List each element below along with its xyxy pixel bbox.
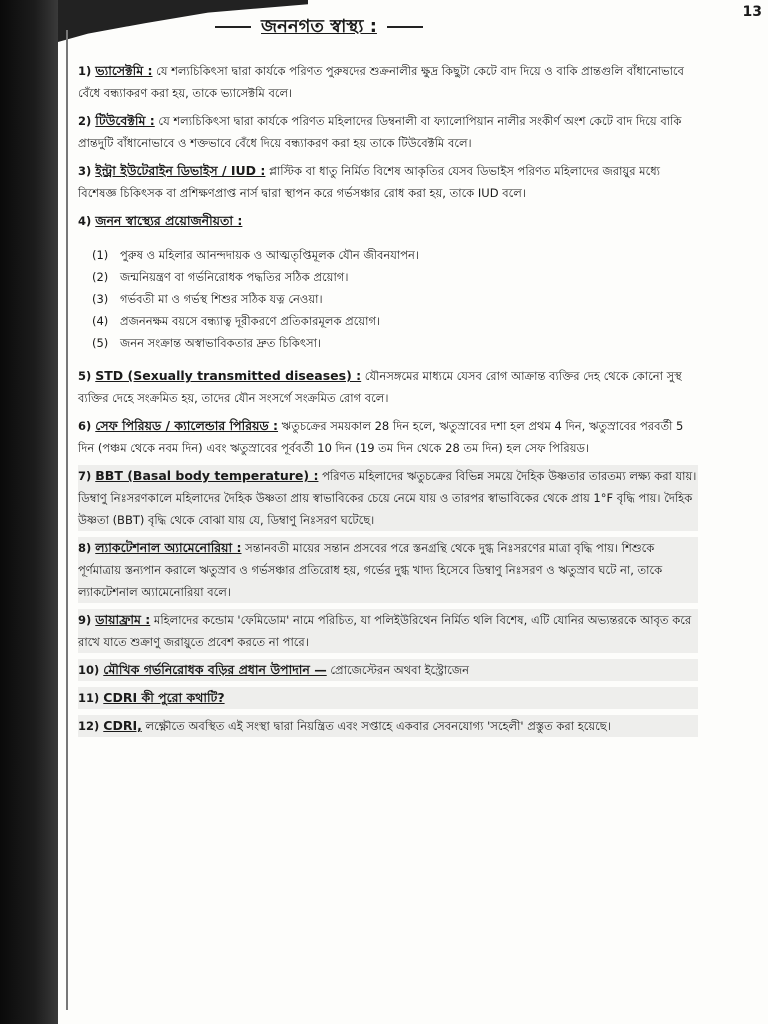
note-text: সন্তানবতী মায়ের সন্তান প্রসবের পরে স্তনগ্রন্থি থেকে দুগ্ধ নিঃসরণের মাত্রা বৃদ্ধি পায়। শিশুকে পূর্ণমাত্রায় স্তন্যপান করালে ঋতুস্রাব ও গর্ভসঞ্চার প্রতিরোধ হয়, গর্ভের দুগ্ধ খাদ্য হিসেবে ডিম্বাণু নিঃসরণ ও ঋতুস্রাব ঘটে না, তাকে ল্যাকটেশনাল অ্যামেনোরিয়া বলে। [78, 541, 663, 599]
note-text: যে শল্যচিকিৎসা দ্বারা কার্যকে পরিণত পুরুষদের শুক্রনালীর ক্ষুদ্র কিছুটা কেটে বাদ দিয়ে ও বাকি প্রান্তগুলি বাঁধানোভাবে বেঁধে বন্ধ্যাকরণ করা হয়, তাকে ভ্যাসেক্টমি বলে। [78, 64, 684, 100]
subpoint-number: (4) [92, 313, 109, 328]
note-heading: ডায়াফ্রাম : [95, 612, 151, 627]
note-sublist [78, 244, 698, 354]
dark-background-edge [0, 0, 58, 1024]
note-number: 8) [78, 541, 96, 555]
note-item [78, 160, 698, 204]
note-heading: ল্যাকটেশনাল অ্যামেনোরিয়া : [95, 540, 242, 555]
subpoint-number: (5) [92, 335, 109, 350]
note-number: 1) [78, 64, 96, 78]
note-number: 5) [78, 369, 96, 383]
subpoint-text: জন্মনিয়ন্ত্রণ বা গর্ভনিরোধক পদ্ধতির সঠিক প্রয়োগ। [120, 269, 349, 284]
title-left-rule [215, 26, 251, 28]
note-text: লক্ষ্ণৌতে অবস্থিত এই সংস্থা দ্বারা নিয়ন্ত্রিত এবং সপ্তাহে একবার সেবনযোগ্য 'সহেলী' প্রস্তুত করা হয়েছে। [141, 719, 611, 733]
subpoint-number: (1) [92, 247, 109, 262]
note-number: 4) [78, 214, 96, 228]
note-text: প্রোজেস্টেরন অথবা ইস্ট্রোজেন [326, 663, 470, 677]
note-heading: জনন স্বাস্থ্যের প্রয়োজনীয়তা : [95, 213, 243, 228]
note-heading: টিউবেক্টমি : [95, 113, 155, 128]
note-heading: মৌখিক গর্ভনিরোধক বড়ির প্রধান উপাদান — [103, 662, 327, 677]
note-number: 7) [78, 469, 96, 483]
note-subpoint [92, 310, 698, 332]
note-number: 11) [78, 691, 104, 705]
note-heading: সেফ পিরিয়ড / ক্যালেন্ডার পিরিয়ড : [95, 418, 279, 433]
note-number: 3) [78, 164, 96, 178]
page-margin-line [66, 30, 68, 1010]
subpoint-text: প্রজননক্ষম বয়সে বন্ধ্যাত্ব দূরীকরণে প্রতিকারমূলক প্রয়োগ। [120, 313, 381, 328]
note-item [78, 415, 698, 459]
note-item [78, 60, 698, 104]
note-item [78, 210, 698, 354]
note-heading: CDRI, [103, 718, 142, 733]
subpoint-number: (2) [92, 269, 109, 284]
note-subpoint [92, 244, 698, 266]
note-item [78, 110, 698, 154]
note-number: 12) [78, 719, 104, 733]
subpoint-text: পুরুষ ও মহিলার আনন্দদায়ক ও আত্মতৃপ্তিমূলক যৌন জীবনযাপন। [120, 247, 420, 262]
note-text: যে শল্যচিকিৎসা দ্বারা কার্যকে পরিণত মহিলাদের ডিম্বনালী বা ফ্যালোপিয়ান নালীর সংকীর্ণ অংশ কেটে বাদ দিয়ে বাকি প্রান্তদুটি বাঁধানোভাবে ও শক্তভাবে বেঁধে দিয়ে বন্ধ্যাকরণ করা হয় তাকে টিউবেক্টমি বলে। [78, 114, 682, 150]
title-right-rule [387, 26, 423, 28]
note-number: 10) [78, 663, 104, 677]
note-text: যৌনসঙ্গমের মাধ্যমে যেসব রোগ আক্রান্ত ব্যক্তির দেহ থেকে কোনো সুস্থ ব্যক্তির দেহে সংক্রমিত হয়, তাদের যৌন সংসর্গে সংক্রমিত রোগ বলে। [78, 369, 682, 405]
page-title: জননগত স্বাস্থ্য : [261, 15, 377, 37]
note-heading: BBT (Basal body temperature) : [95, 468, 319, 483]
subpoint-text: গর্ভবতী মা ও গর্ভস্থ শিশুর সঠিক যত্ন নেওয়া। [120, 291, 323, 306]
note-heading: STD (Sexually transmitted diseases) : [95, 368, 362, 383]
note-heading: CDRI কী পুরো কথাটি? [103, 690, 225, 705]
note-number: 2) [78, 114, 96, 128]
note-text: মহিলাদের কন্ডোম 'ফেমিডোম' নামে পরিচিত, যা পলিইউরিথেন নির্মিত থলি বিশেষ, এটি যোনির অভ্যন্তরকে আবৃত করে রাখে যাতে শুক্রাণু জরায়ুতে প্রবেশ করতে না পারে। [78, 613, 692, 649]
note-number: 9) [78, 613, 96, 627]
note-item [78, 609, 698, 653]
note-subpoint [92, 332, 698, 354]
note-item [78, 365, 698, 409]
note-heading: ইন্ট্রা ইউটেরাইন ডিভাইস / IUD : [95, 163, 266, 178]
title-block [215, 12, 423, 42]
note-number: 6) [78, 419, 96, 433]
notes-content [78, 60, 698, 743]
note-text: প্লাস্টিক বা ধাতু নির্মিত বিশেষ আকৃতির যেসব ডিভাইস পরিণত মহিলাদের জরায়ুর মধ্যে বিশেষজ্ঞ চিকিৎসক বা প্রশিক্ষণপ্রাপ্ত নার্স দ্বারা স্থাপন করে গর্ভসঞ্চার রোধ করা হয়, তাকে IUD বলে। [78, 164, 660, 200]
note-item [78, 537, 698, 603]
note-item [78, 465, 698, 531]
subpoint-number: (3) [92, 291, 109, 306]
note-text: ঋতুচক্রের সময়কাল 28 দিন হলে, ঋতুস্রাবের দশা হল প্রথম 4 দিন, ঋতুস্রাবের পরবর্তী 5 দিন (পঞ্চম থেকে নবম দিন) এবং ঋতুস্রাবের পূর্ববর্তী 10 দিন (19 তম দিন থেকে 28 তম দিন) হল সেফ পিরিয়ড। [78, 419, 684, 455]
note-subpoint [92, 288, 698, 310]
page-number: 13 [742, 4, 762, 20]
note-text: পরিণত মহিলাদের ঋতুচক্রের বিভিন্ন সময়ে দৈহিক উষ্ণতার তারতম্য লক্ষ্য করা যায়। ডিম্বাণু নিঃসরণকালে মহিলাদের দৈহিক উষ্ণতা প্রায় স্বাভাবিকের চেয়ে নেমে যায় ও তারপর স্বাভাবিকের থেকে প্রায় 1°F বৃদ্ধি পায়। দৈহিক উষ্ণতা (BBT) বৃদ্ধি থেকে বোঝা যায় যে, ডিম্বাণু নিঃসরণ ঘটেছে। [78, 469, 697, 527]
note-item [78, 659, 698, 681]
note-heading: ভ্যাসেক্টমি : [95, 63, 153, 78]
subpoint-text: জনন সংক্রান্ত অস্বাভাবিকতার দ্রুত চিকিৎসা। [120, 335, 322, 350]
note-subpoint [92, 266, 698, 288]
note-item [78, 687, 698, 709]
note-item [78, 715, 698, 737]
